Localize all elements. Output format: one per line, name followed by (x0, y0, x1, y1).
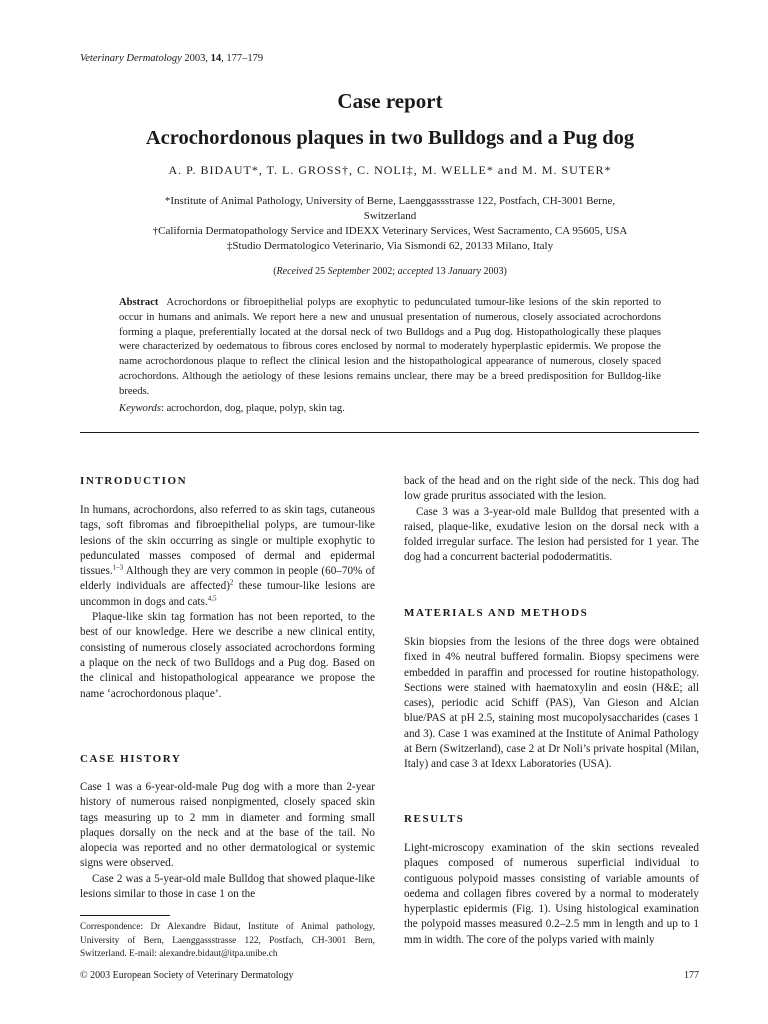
results-body (404, 841, 699, 948)
journal-volume: 14 (210, 53, 222, 64)
keywords-text: : acrochordon, dog, plaque, polyp, skin tag. (160, 403, 345, 414)
author-list: A. P. BIDAUT*, T. L. GROSS†, C. NOLI‡, M. WELLE* and M. M. SUTER* (168, 163, 612, 177)
correspondence-footnote: Correspondence: Dr Alexandre Bidaut, Institute of Animal pathology, University of Bern, Laenggassstrasse 122, Postfach, CH-3001 Bern, Switzerland. E-mail: alexandre.bidaut@itpa.unibe.ch (80, 922, 375, 959)
methods-body (404, 635, 699, 773)
case-history-continued (404, 474, 699, 566)
received-dates (80, 266, 700, 277)
paragraph: Skin biopsies from the lesions of the three dogs were obtained fixed in 4% neutral buffered formalin. Biopsy specimens were embedded in paraffin and processed for routine histopathology. Sections were stained with haematoxylin and eosin (H&E; all cases), periodic acid Schiff (PAS), Van Gieson and Alcian blue/PAS at pH 2.5, staining most mucopolysaccharides (cases 1 and 3). Case 1 was examined at the Institute of Animal Pathology at Bern (Switzerland), case 2 at Dr Noli’s private hospital (Milan, Italy) and case 3 at Idexx Laboratories (USA). (404, 636, 699, 771)
case-history-heading: CASE HISTORY (80, 753, 182, 765)
abstract-label: Abstract (119, 297, 159, 308)
affiliation-line: *Institute of Animal Pathology, University of Berne, Laenggassstrasse 122, Postfach, CH-3001 Berne, (164, 195, 616, 207)
accepted-label: accepted (397, 266, 434, 277)
citation-ref: 2 (229, 578, 234, 587)
affiliations (80, 194, 700, 254)
page-number: 177 (684, 970, 699, 981)
accepted-year: 2003) (480, 266, 507, 277)
paragraph: Case 1 was a 6-year-old-male Pug dog with a more than 2-year history of numerous raised nonpigmented, closely spaced skin tags measuring up to 2 mm in diameter and forming small plaques dorsally on the neck and at the base of the tail. No alopecia was reported and no other dermatological or systemic signs were observed. (80, 781, 375, 870)
citation-ref: 1–3 (112, 563, 124, 572)
accepted-day: 13 (433, 266, 449, 277)
paren: ( (273, 266, 277, 277)
text-run: Although they are very common in people (60–70% of elderly individuals are affected) (80, 565, 375, 593)
keywords (119, 403, 345, 414)
received-month: September (327, 266, 370, 277)
copyright-notice: © 2003 European Society of Veterinary Dermatology (80, 970, 294, 981)
introduction-body (80, 503, 375, 702)
text-run: these tumour-like lesions are uncommon in dogs and cats. (80, 580, 375, 608)
journal-year: 2003, (184, 53, 209, 64)
methods-heading: MATERIALS AND METHODS (404, 607, 589, 619)
paragraph (80, 503, 375, 610)
footnote-divider (80, 915, 170, 916)
accepted-month: January (448, 266, 481, 277)
paragraph: back of the head and on the right side of the neck. This dog had low grade pruritus associated with the lesion. (404, 475, 699, 503)
keywords-label: Keywords (119, 403, 161, 414)
received-day: 25 (312, 266, 328, 277)
text-run: In humans, acrochordons, also referred to as skin tags, cutaneous tags, soft fibromas and fibroepithelial polyps, are tumour-like lesions of the skin occurring as single or multiple exophytic to pedunculated masses composed of dermal and epidermal tissues. (80, 504, 375, 578)
paragraph: Case 2 was a 5-year-old male Bulldog that showed plaque-like lesions similar to those in case 1 on the (80, 872, 375, 901)
paragraph: Plaque-like skin tag formation has not been reported, to the best of our knowledge. Here we describe a new clinical entity, consisting of numerous closely associated acrochordons forming a plaque on the neck of two Bulldogs and a Pug dog. Based on the clinical and histopathological appearance we propose the name ‘acrochordonous plaque’. (80, 611, 375, 700)
received-year: 2002; (369, 266, 398, 277)
affiliation-line: †California Dermatopathology Service and IDEXX Veterinary Services, West Sacramento, CA 95605, USA (152, 225, 628, 237)
paragraph: Light-microscopy examination of the skin sections revealed plaques composed of numerous superficial individual to contiguous polypoid masses consisting of variable amounts of oedema and collagen fibres covered by a normal to moderately hyperplastic epidermis (Fig. 1). Using histological examination the polypoid masses measured 0.2–2.5 mm in length and up to 1 mm in width. The core of the polyps varied with mainly (404, 842, 699, 946)
paragraph: Case 3 was a 3-year-old male Bulldog that presented with a raised, plaque-like, exudative lesion on the dorsal neck with a folded irregular surface. The lesion had persisted for 1 year. The dog had a concurrent bacterial pododermatitis. (404, 505, 699, 564)
journal-citation (80, 53, 263, 64)
introduction-heading: INTRODUCTION (80, 475, 188, 487)
received-label: Received (276, 266, 313, 277)
journal-pages: , 177–179 (221, 53, 264, 64)
affiliation-line: Switzerland (363, 210, 417, 222)
article-title: Acrochordonous plaques in two Bulldogs and a Pug dog (145, 127, 635, 149)
section-divider (80, 432, 699, 433)
citation-ref: 4,5 (207, 594, 217, 603)
abstract (119, 296, 661, 400)
case-history-body (80, 780, 375, 902)
affiliation-line: ‡Studio Dermatologico Veterinario, Via Sismondi 62, 20133 Milano, Italy (226, 240, 554, 252)
abstract-text: Acrochordons or fibroepithelial polyps are exophytic to pedunculated tumour-like lesions of the skin reported to occur in humans and animals. We report here a new and unusual presentation of numerous, closely associated acrochordons forming a plaque, preferentially located at the dorsal neck of two Bulldogs and a Pug dog. Histopathologically these plaques were characterized by oedematous to fibrous cores enclosed by normal to moderately hyperplastic epidermis. We propose the name acrochordonous plaque to reflect the clinical lesion and the histopathological appearance of numerous, closely spaced acrochordons. Although the aetiology of these lesions remains unclear, there may be a breed predisposition for Bulldog-like breeds. (119, 297, 661, 397)
results-heading: RESULTS (404, 813, 465, 825)
article-type: Case report (337, 89, 443, 113)
journal-name: Veterinary Dermatology (80, 53, 182, 64)
